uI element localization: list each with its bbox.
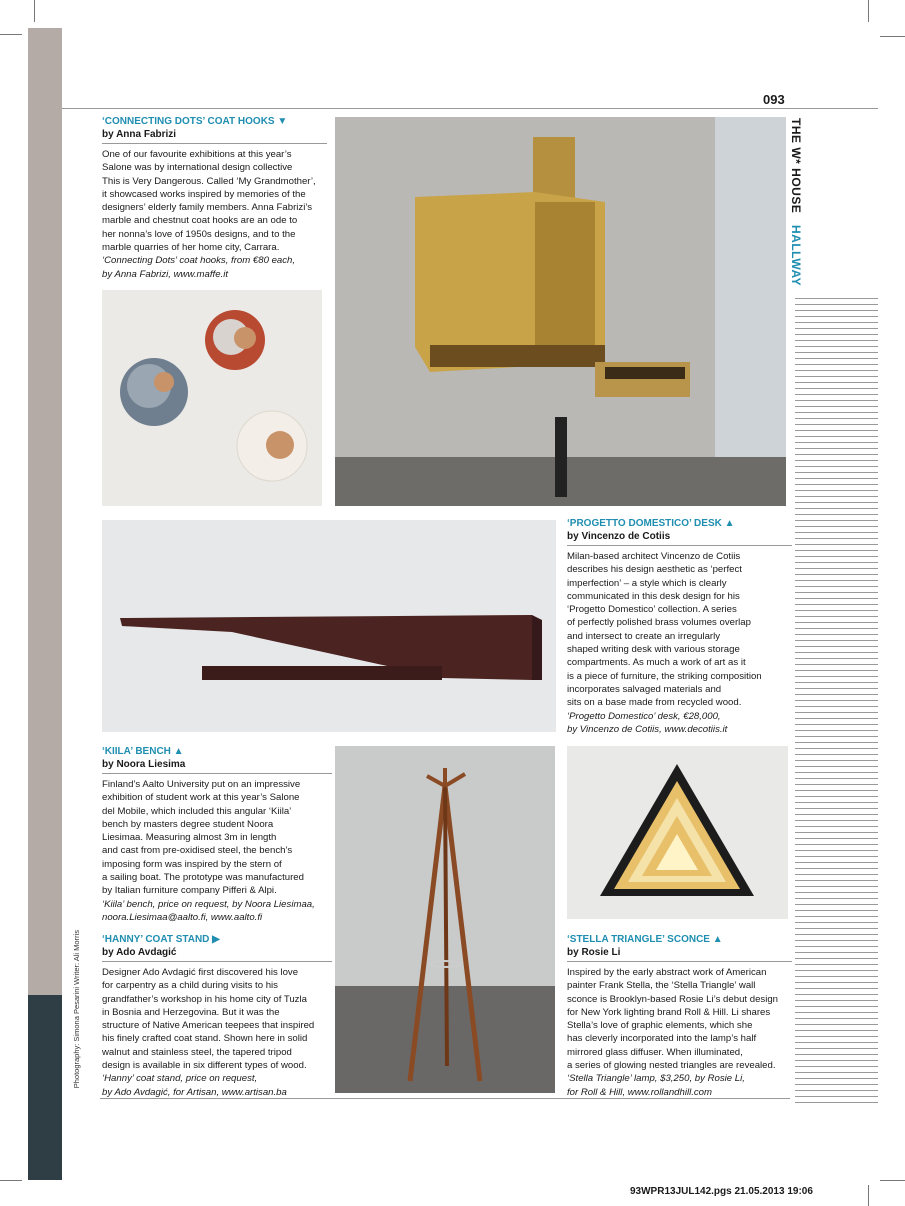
article-credit: ‘Connecting Dots’ coat hooks, from €80 each, by Anna Fabrizi, www.maffe.it bbox=[102, 255, 296, 280]
crop-mark bbox=[868, 0, 869, 22]
subsection-title: HALLWAY bbox=[789, 225, 803, 287]
crop-mark bbox=[34, 0, 35, 22]
page-number: 093 bbox=[763, 92, 785, 107]
article-title: ‘KIILA’ BENCH ▲ bbox=[102, 746, 184, 757]
article-credit: ‘Progetto Domestico’ desk, €28,000, by Vincenzo de Cotiis, www.decotiis.it bbox=[567, 710, 728, 735]
article-hooks bbox=[102, 116, 327, 281]
article-credit: ‘Hanny’ coat stand, price on request, by Ado Avdagić, for Artisan, www.artisan.ba bbox=[102, 1073, 287, 1098]
crop-mark bbox=[0, 1180, 22, 1181]
color-bar-top bbox=[28, 28, 62, 995]
section-title: THE W* HOUSE bbox=[789, 118, 803, 214]
article-byline: by Anna Fabrizi bbox=[102, 129, 327, 144]
article-title: ‘PROGETTO DOMESTICO’ DESK ▲ bbox=[567, 518, 735, 529]
crop-mark bbox=[0, 34, 22, 35]
crop-mark bbox=[880, 1180, 905, 1181]
sconce-photo bbox=[567, 746, 788, 919]
article-byline: by Noora Liesima bbox=[102, 759, 332, 774]
article-title: ‘STELLA TRIANGLE’ SCONCE ▲ bbox=[567, 934, 723, 945]
article-title: ‘CONNECTING DOTS’ COAT HOOKS ▼ bbox=[102, 116, 288, 127]
article-body: One of our favourite exhibitions at this year’s Salone was by international design collective This is Very Dangerous. Called ‘My Grandmother’, it showcased works inspired by memories of the designers’ elderly family members. Anna Fabrizi’s marble and chestnut coat hooks are an ode to her nonna’s love of 1950s designs, and to the marble quarries of her home city, Carrara. bbox=[102, 149, 316, 254]
color-bar-bottom bbox=[28, 995, 62, 1180]
bench-photo bbox=[102, 520, 556, 732]
article-byline: by Vincenzo de Cotiis bbox=[567, 531, 792, 546]
article-body: Inspired by the early abstract work of American painter Frank Stella, the ‘Stella Triangle’ wall sconce is Brooklyn-based Rosie Li’s debut design for New York lighting brand Roll & Hill. Li shares Stella’s love of graphic elements, which she has cleverly incorporated into the lamp’s half mirrored glass diffuser. When illuminated, a series of glowing nested triangles are revealed. bbox=[567, 967, 779, 1072]
article-body: Finland’s Aalto University put on an impressive exhibition of student work at this year’s Salone del Mobile, which included this angular ‘Kiila’ bench by masters degree student Noora Liesimaa. Measuring almost 3m in length and cast from pre-oxidised steel, the bench’s imposing form was inspired by the stern of a sailing boat. The prototype was manufactured by Italian furniture company Pifferi & Alpi. bbox=[102, 779, 304, 897]
article-stand bbox=[102, 934, 332, 1099]
print-slug: 93WPR13JUL142.pgs 21.05.2013 19:06 bbox=[630, 1186, 813, 1197]
stripe-pattern bbox=[795, 298, 878, 1108]
crop-mark bbox=[868, 1185, 869, 1206]
article-credit: ‘Stella Triangle’ lamp, $3,250, by Rosie Li, for Roll & Hill, www.rollandhill.com bbox=[567, 1073, 745, 1098]
footer-rule bbox=[100, 1098, 790, 1099]
article-sconce bbox=[567, 934, 792, 1099]
article-credit: ‘Kiila’ bench, price on request, by Noora Liesimaa, noora.Liesimaa@aalto.fi, www.aalto.fi bbox=[102, 898, 315, 923]
article-byline: by Ado Avdagić bbox=[102, 947, 332, 962]
coat-hooks-photo bbox=[102, 290, 322, 506]
article-body: Milan-based architect Vincenzo de Cotiis describes his design aesthetic as ‘perfect imperfection’ – a style which is clearly communicated in this desk design for his ‘Progetto Domestico’ collection. A series of perfectly polished brass volumes overlap and intersect to create an irregularly shaped writing desk with various storage compartments. As much a work of art as it is a piece of furniture, the striking composition incorporates salvaged materials and sits on a base made from recycled wood. bbox=[567, 551, 762, 709]
desk-photo bbox=[335, 117, 786, 506]
article-title: ‘HANNY’ COAT STAND ▶ bbox=[102, 934, 220, 945]
header-rule bbox=[62, 108, 878, 109]
crop-mark bbox=[880, 36, 905, 37]
section-label bbox=[789, 118, 803, 286]
photo-credit: Photography: Simona Pesarini Writer: Ali Morris bbox=[72, 930, 81, 1089]
article-bench bbox=[102, 746, 332, 924]
article-body: Designer Ado Avdagić first discovered his love for carpentry as a child during visits to his grandfather’s workshop in his home city of Tuzla in Bosnia and Herzegovina. But it was the structure of Native American teepees that inspired his finely crafted coat stand. Shown here in solid walnut and stainless steel, the tapered tripod design is available in six different types of wood. bbox=[102, 967, 315, 1072]
article-byline: by Rosie Li bbox=[567, 947, 792, 962]
article-desk bbox=[567, 518, 792, 736]
coat-stand-photo bbox=[335, 746, 555, 1093]
